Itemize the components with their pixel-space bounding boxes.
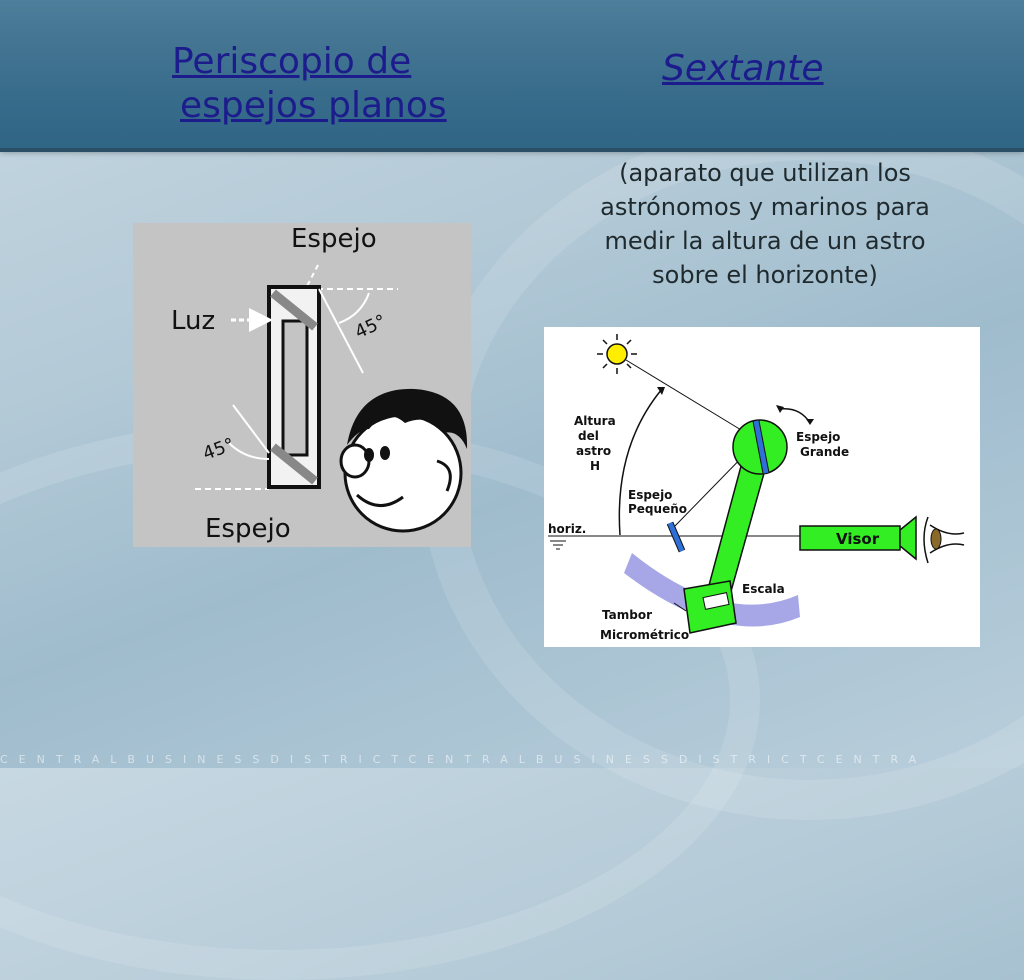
small-mirror — [670, 523, 682, 551]
visor-label: Visor — [836, 530, 880, 548]
arrow-head — [806, 419, 814, 425]
header-divider — [0, 148, 1024, 152]
footer-watermark: CENTRALBUSINESSDISTRICTCENTRALBUSINESSDISTRICTCENTRA — [0, 753, 928, 766]
slide-header — [0, 0, 1024, 148]
tambor-label-2: Micrométrico — [600, 628, 690, 642]
periscope-title-line1: Periscopio de — [172, 41, 412, 82]
periscope-title-line2: espejos planos — [180, 85, 447, 126]
horizon-label: horiz. — [548, 522, 587, 536]
sun-icon — [597, 334, 637, 374]
escala-label: Escala — [742, 582, 785, 596]
periscope-drawing — [133, 223, 471, 547]
espejo-pequeno-label-2: Pequeño — [628, 502, 687, 516]
altura-label-2: del — [578, 429, 599, 443]
angle-leader — [233, 405, 269, 453]
visor-eyepiece — [900, 517, 916, 559]
sextant-drawing — [544, 327, 980, 647]
periscope-bottom-label: Espejo — [205, 514, 291, 544]
rotation-arrow — [780, 409, 810, 423]
altura-label-1: Altura — [574, 414, 616, 428]
eye-icon — [924, 517, 964, 563]
periscope-angle-top: 45° — [351, 310, 390, 344]
espejo-grande-label-1: Espejo — [796, 430, 841, 444]
sextant-description: (aparato que utilizan los astrónomos y marinos para medir la altura de un astro sobre el horizonte) — [600, 159, 930, 289]
periscope-diagram — [133, 223, 471, 547]
sextant-arm — [708, 455, 768, 595]
periscope-title — [172, 40, 447, 128]
sextant-diagram — [544, 327, 980, 647]
periscope-angle-bottom: 45° — [200, 434, 238, 465]
sextant-title: Sextante — [662, 48, 824, 89]
periscope-inner — [283, 321, 307, 455]
boy-face-illustration — [341, 389, 467, 531]
altura-label-3: astro — [576, 444, 612, 458]
periscope-top-label: Espejo — [291, 224, 377, 254]
altura-label-4: H — [590, 459, 601, 473]
espejo-pequeno-label-1: Espejo — [628, 488, 673, 502]
sun-ray — [626, 360, 756, 439]
periscope-light-label: Luz — [171, 306, 216, 336]
espejo-grande-label-2: Grande — [800, 445, 850, 459]
tambor-label-1: Tambor — [602, 608, 652, 622]
